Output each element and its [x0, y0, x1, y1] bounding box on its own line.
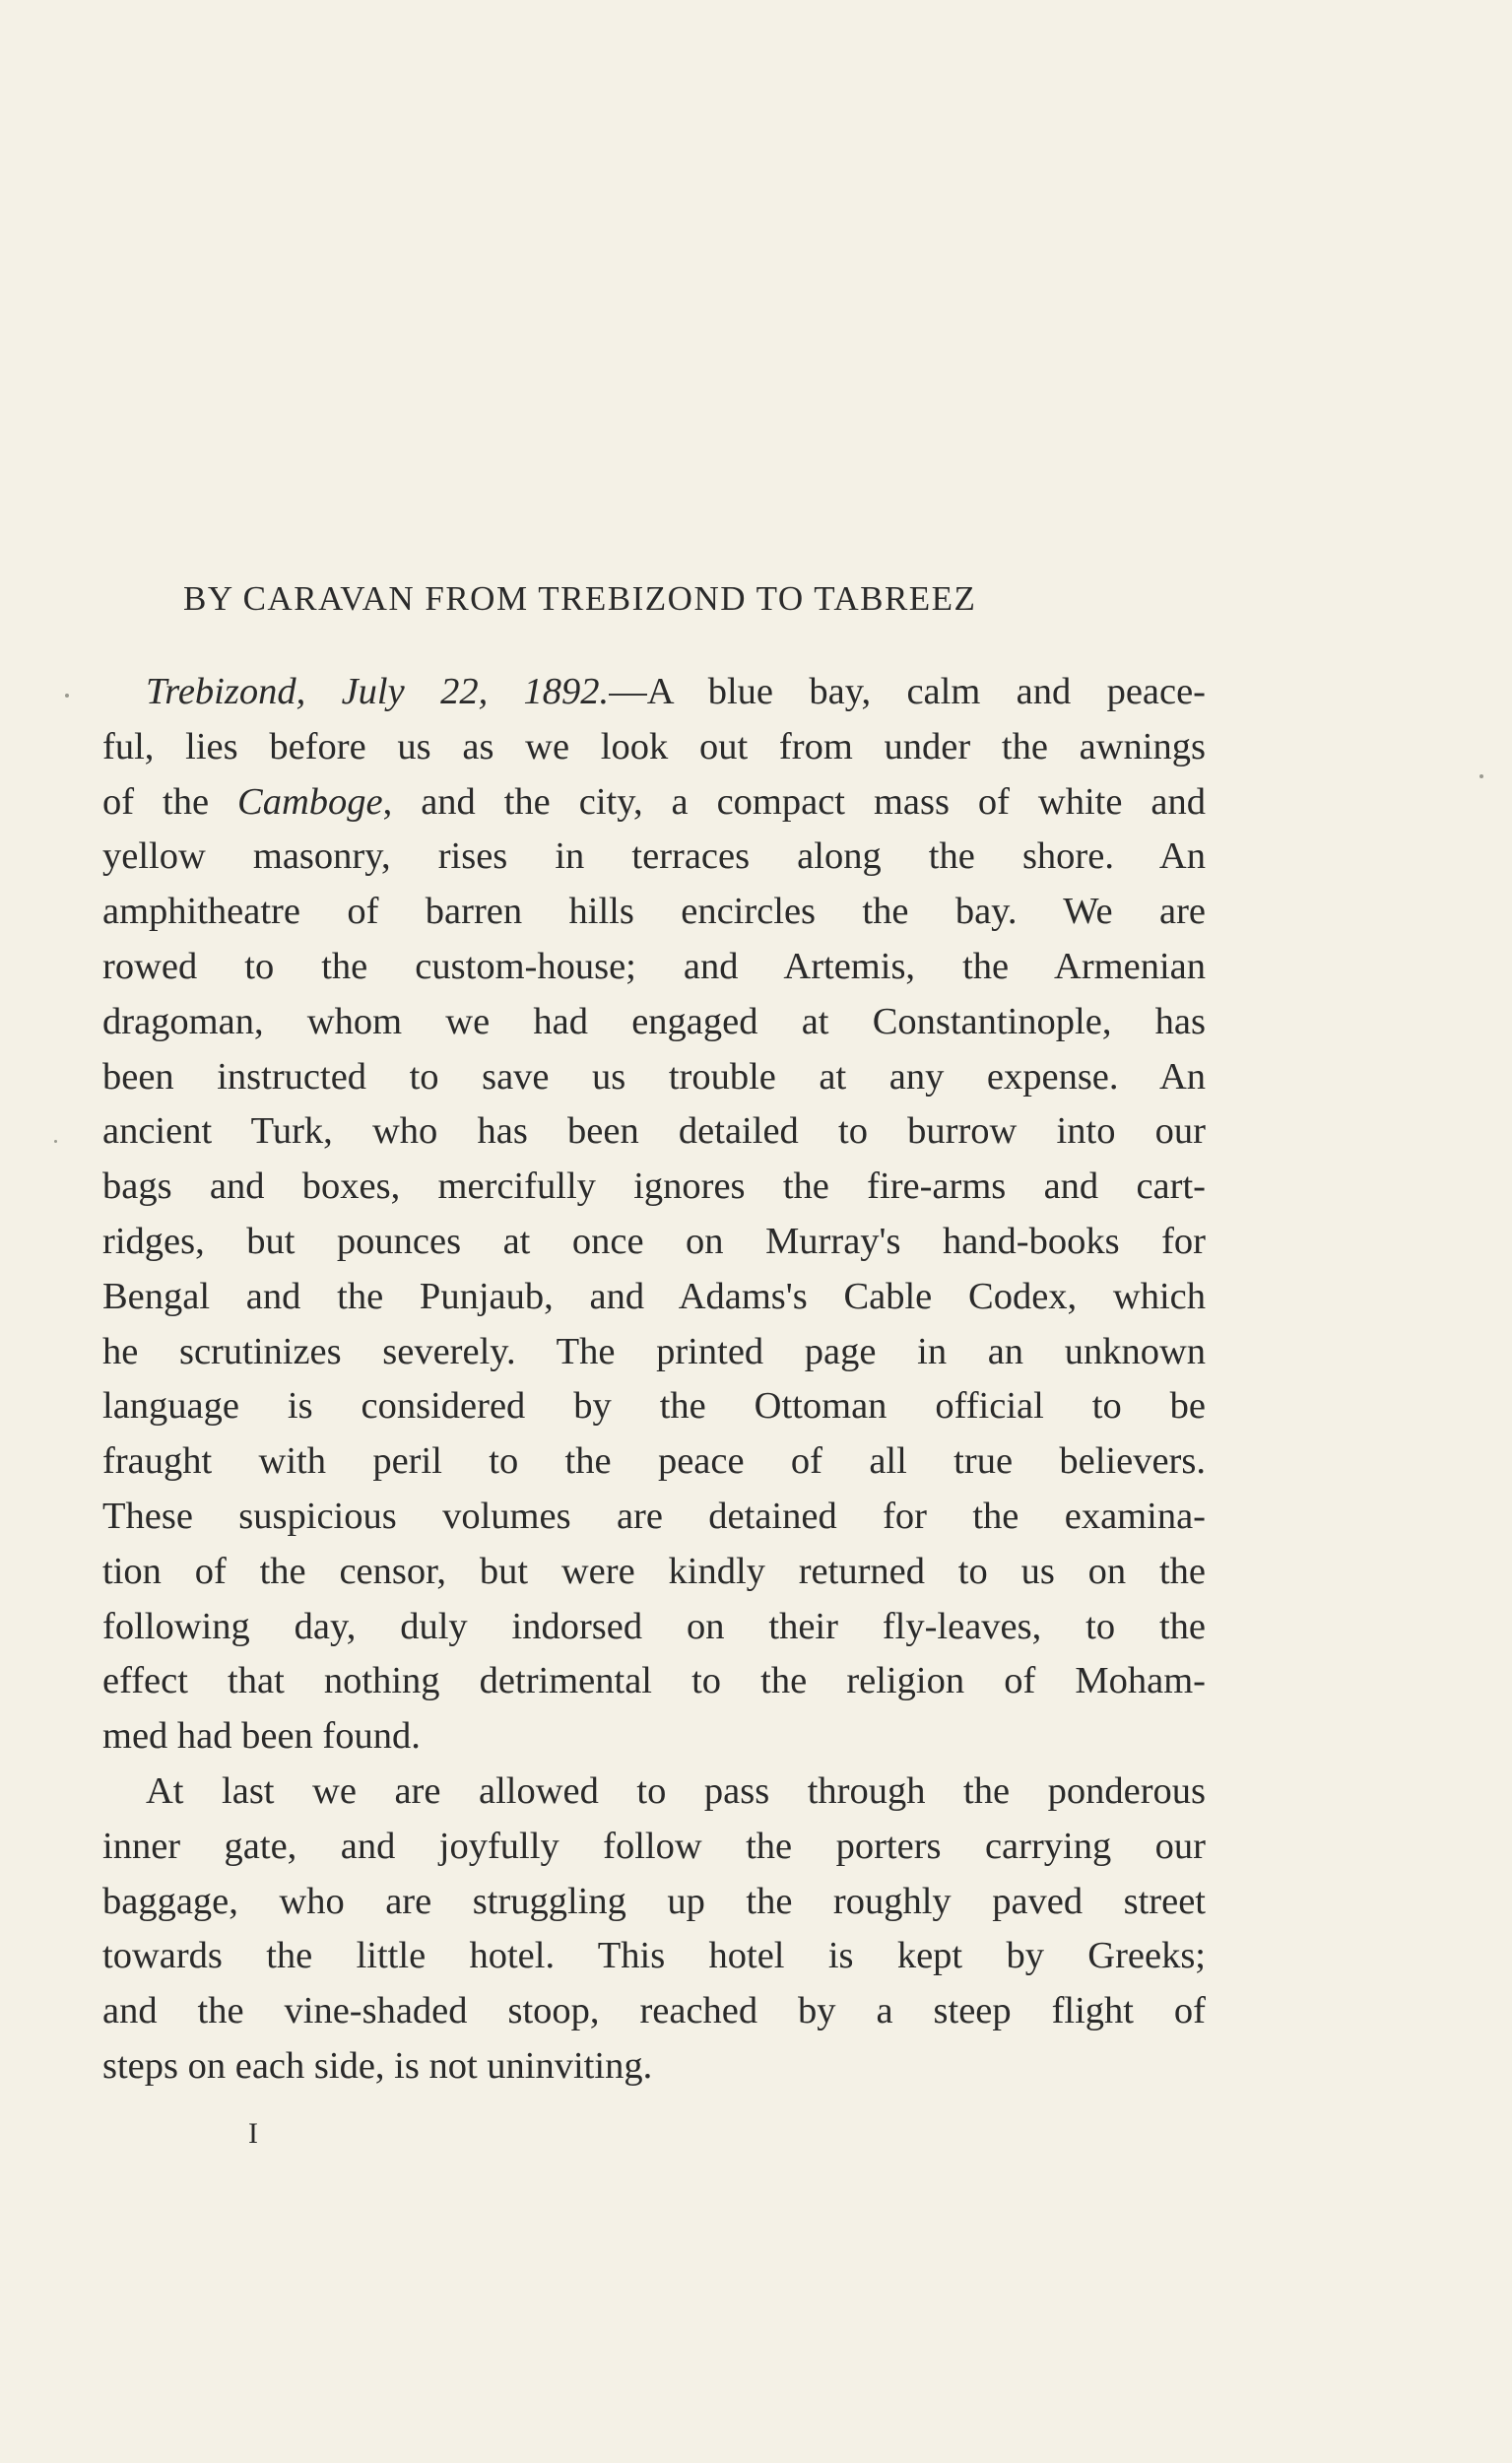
text-line: ridges, but pounces at once on Murray's hand-books for — [102, 1220, 1206, 1262]
text-line: ancient Turk, who has been detailed to burrow into our — [102, 1110, 1206, 1153]
text-line: ful, lies before us as we look out from under the awnings — [102, 725, 1206, 767]
text-line: steps on each side, is not uninviting. — [102, 2044, 653, 2087]
text-line: bags and boxes, mercifully ignores the fire-arms and cart- — [102, 1165, 1206, 1208]
text-line: baggage, who are struggling up the roughly paved street — [102, 1880, 1206, 1922]
text-line: been instructed to save us trouble at any expense. An — [102, 1055, 1206, 1098]
body-text — [102, 665, 1206, 2095]
text-line: dragoman, whom we had engaged at Constantinople, has — [102, 1000, 1206, 1042]
text-line: language is considered by the Ottoman official to be — [102, 1385, 1206, 1428]
paper-speck — [1479, 774, 1483, 778]
text-line: yellow masonry, rises in terraces along the shore. An — [102, 835, 1206, 878]
text-line: amphitheatre of barren hills encircles the bay. We are — [102, 891, 1206, 933]
paper-speck — [54, 1140, 57, 1143]
text-line: inner gate, and joyfully follow the porters carrying our — [102, 1825, 1206, 1867]
text-line: effect that nothing detrimental to the religion of Moham- — [102, 1660, 1206, 1702]
text-line: towards the little hotel. This hotel is kept by Greeks; — [102, 1935, 1206, 1977]
dateline: Trebizond, July 22, 1892. — [146, 671, 610, 712]
text-line: tion of the censor, but were kindly returned to us on the — [102, 1550, 1206, 1592]
text-line: of the Camboge, and the city, a compact mass of white and — [102, 780, 1207, 823]
chapter-heading: BY CARAVAN FROM TREBIZOND TO TABREEZ — [183, 579, 977, 618]
text-line: he scrutinizes severely. The printed page in an unknown — [102, 1330, 1206, 1372]
text-line: At last we are allowed to pass through the ponderous — [146, 1769, 1206, 1812]
text-line: Trebizond, July 22, 1892.—A blue bay, calm and peace- — [146, 671, 1206, 712]
page-number: I — [248, 2117, 258, 2150]
text-line: These suspicious volumes are detained for the examina- — [102, 1495, 1206, 1537]
ship-name: Camboge — [237, 780, 383, 823]
text-line: med had been found. — [102, 1715, 421, 1758]
text-line: following day, duly indorsed on their fly-leaves, to the — [102, 1605, 1206, 1647]
paper-speck — [65, 694, 69, 698]
text-line: rowed to the custom-house; and Artemis, the Armenian — [102, 945, 1206, 987]
text-line: fraught with peril to the peace of all true believers. — [102, 1440, 1206, 1483]
text-line: and the vine-shaded stoop, reached by a steep flight of — [102, 1990, 1206, 2032]
text-line: Bengal and the Punjaub, and Adams's Cable Codex, which — [102, 1275, 1206, 1317]
